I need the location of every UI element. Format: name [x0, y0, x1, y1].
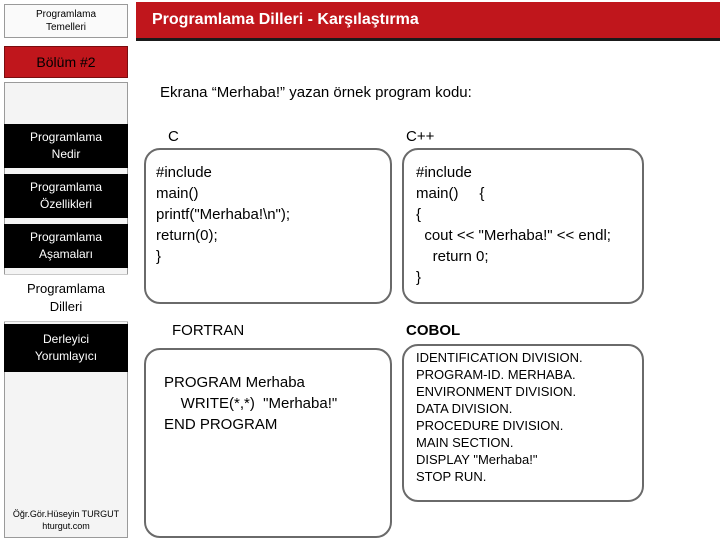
main-heading: Ekrana “Merhaba!” yazan örnek program kodu:: [160, 84, 472, 101]
code-box-c: #include main() printf("Merhaba!\n"); return(0); }: [144, 148, 392, 304]
sidebar-item-programlama-ozellikleri[interactable]: [4, 174, 128, 218]
section-badge: [4, 46, 128, 78]
sidebar-item-label: Programlama Nedir: [29, 130, 103, 161]
code-box-fortran: PROGRAM Merhaba WRITE(*,*) "Merhaba!" END PROGRAM: [144, 348, 392, 538]
language-label-cpp: C++: [406, 128, 435, 145]
sidebar-item-label: Programlama Aşamaları: [29, 230, 103, 261]
course-logo-box: [4, 4, 128, 38]
sidebar-item-programlama-nedir[interactable]: [4, 124, 128, 168]
course-name: Programlama Temelleri: [35, 9, 97, 33]
sidebar-item-label: Programlama Dilleri: [26, 281, 106, 314]
title-underline: [136, 38, 720, 41]
footer-credit: Öğr.Gör.Hüseyin TURGUT hturgut.com: [12, 509, 120, 531]
language-label-cobol: COBOL: [406, 322, 461, 339]
language-label-fortran: FORTRAN: [172, 322, 245, 339]
sidebar-item-label: Programlama Özellikleri: [29, 180, 103, 211]
sidebar-item-derleyici-yorumlayici[interactable]: [4, 324, 128, 372]
language-label-c: C: [168, 128, 179, 145]
code-box-cobol: IDENTIFICATION DIVISION. PROGRAM-ID. MERHABA. ENVIRONMENT DIVISION. DATA DIVISION. PROCEDURE DIVISION. MAIN SECTION. DISPLAY "Merhaba!" STOP RUN.: [402, 344, 644, 502]
code-box-cpp: #include main() { { cout << "Merhaba!" << endl; return 0; }: [402, 148, 644, 304]
sidebar-item-programlama-asamalari[interactable]: [4, 224, 128, 268]
sidebar-item-programlama-dilleri[interactable]: [4, 274, 128, 322]
section-label: Bölüm #2: [36, 54, 96, 70]
title-bar: [136, 2, 720, 38]
sidebar-item-label: Derleyici Yorumlayıcı: [34, 332, 98, 363]
slide-title: Programlama Dilleri - Karşılaştırma: [152, 11, 419, 28]
